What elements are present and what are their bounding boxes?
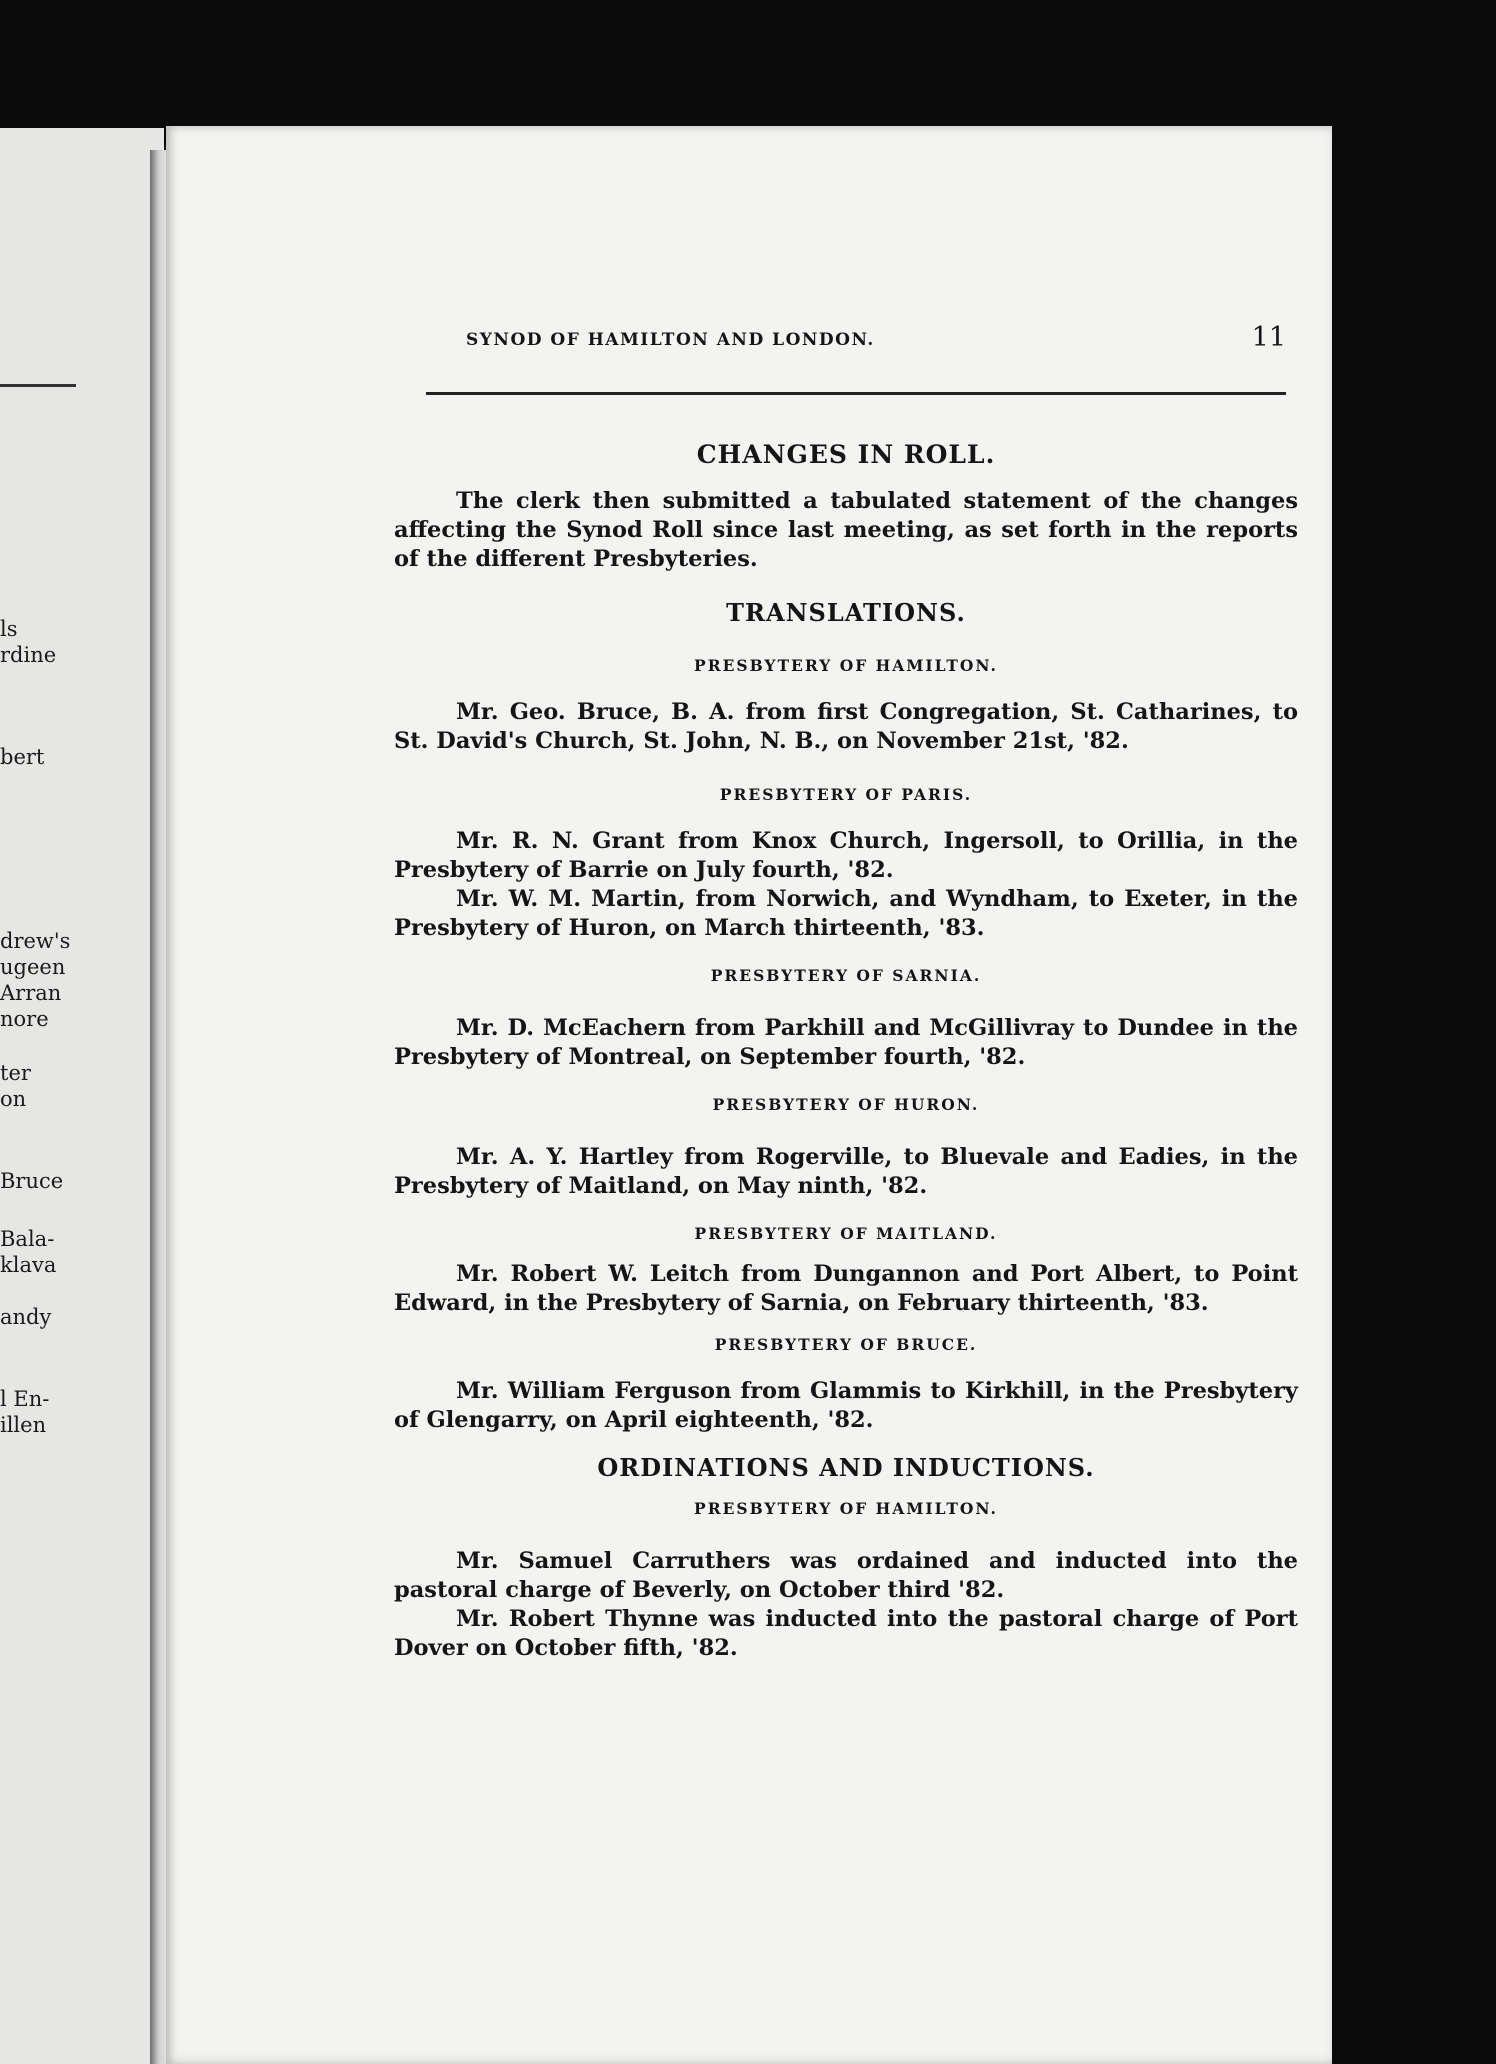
entry-paragraph: Mr. William Ferguson from Glammis to Kirkhill, in the Presbytery of Glengarry, on April eighteenth, '82.	[394, 1378, 1298, 1433]
entry-paragraph: Mr. Geo. Bruce, B. A. from first Congregation, St. Catharines, to St. David's Church, St. John, N. B., on November 21st, '82.	[394, 699, 1298, 754]
left-fragment: andy	[0, 1305, 52, 1329]
left-facing-page	[0, 128, 164, 2064]
page-header	[466, 322, 1286, 358]
entry-paragraph: Mr. D. McEachern from Parkhill and McGillivray to Dundee in the Presbytery of Montreal, on September fourth, '82.	[394, 1015, 1298, 1070]
presbytery-heading: PRESBYTERY OF PARIS.	[719, 785, 973, 804]
presbytery-heading: PRESBYTERY OF HAMILTON.	[694, 1499, 998, 1518]
entry-paragraph: Mr. Robert W. Leitch from Dungannon and Port Albert, to Point Edward, in the Presbytery of Sarnia, on February thirteenth, '83.	[394, 1261, 1298, 1316]
presbytery-heading: PRESBYTERY OF HURON.	[712, 1095, 980, 1114]
presbytery-heading: PRESBYTERY OF BRUCE.	[714, 1335, 978, 1354]
presbytery-heading: PRESBYTERY OF MAITLAND.	[694, 1224, 998, 1243]
presbytery-heading: PRESBYTERY OF HAMILTON.	[694, 656, 998, 675]
entry-paragraph: Mr. W. M. Martin, from Norwich, and Wyndham, to Exeter, in the Presbytery of Huron, on March thirteenth, '83.	[394, 886, 1298, 941]
left-fragment: ugeen	[0, 955, 66, 979]
left-fragment: illen	[0, 1413, 47, 1437]
left-fragment: Bruce	[0, 1169, 64, 1193]
entry-paragraph: Mr. A. Y. Hartley from Rogerville, to Bluevale and Eadies, in the Presbytery of Maitland, on May ninth, '82.	[394, 1144, 1298, 1199]
presbytery-heading: PRESBYTERY OF SARNIA.	[710, 966, 982, 985]
right-page	[166, 126, 1332, 2064]
entry-paragraph: Mr. Robert Thynne was inducted into the pastoral charge of Port Dover on October fifth, '82.	[394, 1606, 1298, 1661]
left-fragment: bert	[0, 745, 45, 769]
header-rule	[426, 392, 1286, 395]
entry-paragraph: Mr. R. N. Grant from Knox Church, Ingersoll, to Orillia, in the Presbytery of Barrie on July fourth, '82.	[394, 828, 1298, 883]
left-page-rule	[0, 384, 76, 387]
left-fragment: l En-	[0, 1387, 50, 1411]
running-head: SYNOD OF HAMILTON AND LONDON.	[466, 330, 875, 350]
left-fragment: Arran	[0, 981, 62, 1005]
left-fragment: ls	[0, 617, 18, 641]
section-heading-translations: TRANSLATIONS.	[726, 598, 966, 627]
left-fragment: ter	[0, 1061, 31, 1085]
left-fragment: drew's	[0, 929, 71, 953]
left-fragment: on	[0, 1087, 27, 1111]
page-content	[394, 416, 1298, 1663]
section-heading-ordinations: ORDINATIONS AND INDUCTIONS.	[597, 1453, 1095, 1482]
left-fragment: klava	[0, 1253, 57, 1277]
intro-paragraph: The clerk then submitted a tabulated statement of the changes affecting the Synod Roll since last meeting, as set forth in the reports of the different Presbyteries.	[394, 488, 1298, 572]
entry-paragraph: Mr. Samuel Carruthers was ordained and inducted into the pastoral charge of Beverly, on October third '82.	[394, 1548, 1298, 1603]
page-title: CHANGES IN ROLL.	[696, 440, 996, 469]
left-fragment: nore	[0, 1007, 49, 1031]
left-fragment: rdine	[0, 643, 57, 667]
page-number: 11	[1251, 322, 1286, 353]
left-fragment: Bala-	[0, 1227, 55, 1251]
